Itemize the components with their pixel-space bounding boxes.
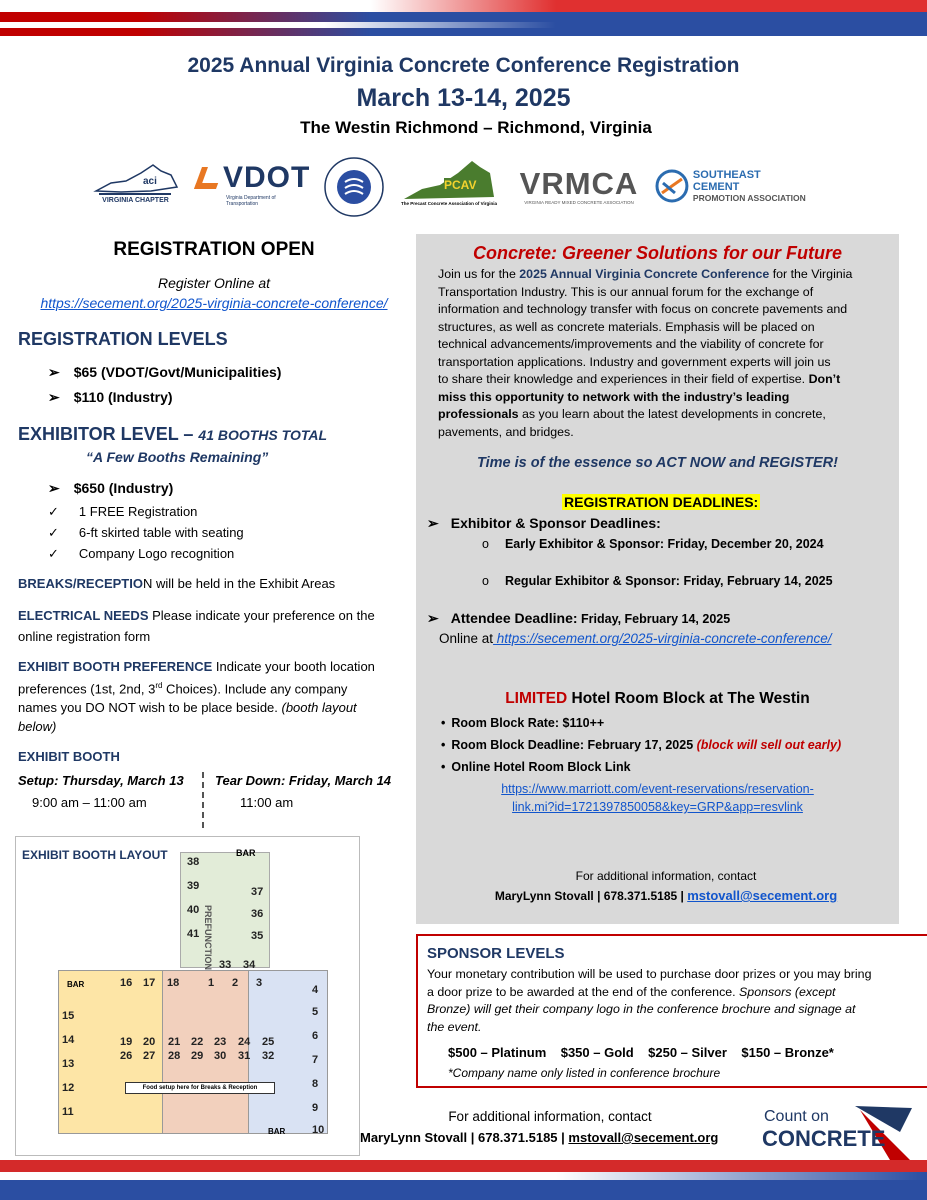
booth-35: 35 (251, 930, 264, 942)
schedule-divider (202, 772, 204, 828)
panel-contact-intro: For additional information, contact (575, 869, 757, 883)
vdot-text: VDOT (223, 161, 311, 194)
registration-link[interactable]: https://secement.org/2025-virginia-concrete-conference/ (40, 295, 388, 311)
arrow-bullet-icon: ➢ (48, 364, 60, 380)
booth-6: 6 (312, 1030, 319, 1042)
concrete-text: CONCRETE (762, 1126, 886, 1151)
few-booths: “A Few Booths Remaining” (86, 449, 269, 465)
circle-bullet-icon: o (482, 537, 489, 551)
top-red-band (0, 0, 927, 12)
vdot-logo (198, 161, 311, 207)
booth-17: 17 (143, 977, 156, 989)
benefit-3: ✓ Company Logo recognition (48, 546, 235, 561)
arrow-bullet-icon: ➢ (48, 389, 60, 405)
arrow-bullet-icon: ➢ (48, 480, 60, 496)
teardown-time: 11:00 am (240, 795, 294, 810)
booth-30: 30 (214, 1050, 227, 1062)
arrow-bullet-icon: ➢ (427, 515, 439, 531)
attendee-deadline: ➢ Attendee Deadline: Friday, February 14, 2025 (427, 610, 731, 626)
booth-37: 37 (251, 886, 264, 898)
check-icon: ✓ (48, 504, 59, 519)
booth-11: 11 (62, 1106, 74, 1118)
booth-16: 16 (120, 977, 133, 989)
booth-27: 27 (143, 1050, 156, 1062)
pcav-sub: The Precast Concrete Association of Virginia (400, 200, 498, 206)
aci-virginia-logo (88, 158, 183, 206)
booth-8: 8 (312, 1078, 319, 1090)
vdot-sub: Virginia Department of Transportation (226, 195, 276, 207)
secpa-line1: SOUTHEAST CEMENT (692, 169, 761, 193)
exhibit-booth-title: EXHIBIT BOOTH (18, 749, 120, 764)
booth-preference-info: EXHIBIT BOOTH PREFERENCE Indicate your booth location preferences (1st, 2nd, 3rd Choices). Include any company names you DO NOT wish to be place beside. (booth layout below) (18, 659, 375, 735)
attendee-online: Online at https://secement.org/2025-virginia-concrete-conference/ (439, 631, 832, 646)
booth-layout-title: EXHIBIT BOOTH LAYOUT (22, 848, 168, 862)
booth-9: 9 (312, 1102, 319, 1114)
secpa-line2: PROMOTION ASSOCIATION (692, 193, 806, 203)
breaks-info: BREAKS/RECEPTION will be held in the Exhibit Areas (18, 576, 336, 591)
booths-total: 41 BOOTHS TOTAL (198, 427, 328, 443)
booth-13: 13 (62, 1058, 75, 1070)
booth-33: 33 (219, 959, 232, 971)
footer-contact-email[interactable]: mstovall@secement.org (568, 1130, 719, 1145)
dot-bullet-icon: • (441, 738, 446, 752)
sponsor-text: Your monetary contribution will be used to purchase door prizes or you may bring a door prize to be awarded at the end of the conference. Sponsors (except Bronze) will get their company logo in the conference brochure and signage at the event. (427, 967, 872, 1034)
deadlines-title: REGISTRATION DEADLINES: (564, 494, 759, 510)
setup-label: Setup: Thursday, March 13 (18, 773, 184, 788)
booth-21: 21 (168, 1036, 181, 1048)
panel-contact-email[interactable]: mstovall@secement.org (687, 888, 838, 903)
circle-bullet-icon: o (482, 574, 489, 588)
pcav-text: PCAV (444, 178, 477, 192)
vdot-swoosh-icon (194, 167, 224, 189)
hotel-link[interactable]: https://www.marriott.com/event-reservations/reservation- link.mi?id=1721397850058&key=GRP&app=resvlink (501, 782, 814, 814)
booth-32: 32 (262, 1050, 275, 1062)
booth-7: 7 (312, 1054, 319, 1066)
booth-5: 5 (312, 1006, 319, 1018)
food-setup-box: Food setup here for Breaks & Reception (125, 1082, 275, 1094)
booth-39: 39 (187, 880, 200, 892)
booth-36: 36 (251, 908, 264, 920)
page-title: 2025 Annual Virginia Concrete Conference Registration (187, 54, 740, 77)
count-on-text: Count on (764, 1108, 829, 1125)
bottom-red-band (0, 1160, 927, 1172)
hotel-deadline: • Room Block Deadline: February 17, 2025 (block will sell out early) (441, 738, 842, 752)
attendee-link[interactable]: https://secement.org/2025-virginia-concrete-conference/ (493, 631, 832, 646)
vrmca-text: VRMCA (519, 165, 639, 201)
early-deadline: o Early Exhibitor & Sponsor: Friday, December 20, 2024 (482, 537, 824, 551)
booth-28: 28 (168, 1050, 181, 1062)
benefit-1: ✓ 1 FREE Registration (48, 504, 198, 519)
booth-2: 2 (232, 977, 239, 989)
aci-text: aci (143, 176, 157, 187)
bar-label-bottom: BAR (268, 1127, 286, 1136)
sponsor-title: SPONSOR LEVELS (427, 945, 565, 962)
booth-34: 34 (243, 959, 256, 971)
panel-contact: MaryLynn Stovall | 678.371.5185 | mstovall@secement.org (494, 888, 838, 903)
registration-levels-title: REGISTRATION LEVELS (18, 329, 228, 349)
booth-19: 19 (120, 1036, 133, 1048)
exhibitor-price: ➢ $650 (Industry) (48, 480, 174, 496)
act-now: Time is of the essence so ACT NOW and REGISTER! (477, 455, 838, 471)
hotel-title: LIMITED Hotel Room Block at The Westin (505, 690, 810, 707)
teardown-label: Tear Down: Friday, March 14 (215, 773, 392, 788)
aci-sub: VIRGINIA CHAPTER (102, 196, 169, 204)
booth-41: 41 (187, 928, 200, 940)
booth-26: 26 (120, 1050, 133, 1062)
pcav-logo (398, 156, 500, 208)
booth-23: 23 (214, 1036, 227, 1048)
booth-31: 31 (238, 1050, 251, 1062)
usdot-seal (323, 156, 385, 218)
event-dates: March 13-14, 2025 (356, 84, 571, 112)
sponsor-note: *Company name only listed in conference brochure (448, 1066, 721, 1080)
arrow-bullet-icon: ➢ (427, 610, 439, 626)
regular-deadline: o Regular Exhibitor & Sponsor: Friday, February 14, 2025 (482, 574, 833, 588)
exhibitor-level-title: EXHIBITOR LEVEL – 41 BOOTHS TOTAL (18, 424, 328, 444)
setup-time: 9:00 am – 11:00 am (32, 795, 147, 810)
booth-15: 15 (62, 1010, 75, 1022)
prefunction-label: PREFUNCTION (203, 905, 213, 970)
registration-open: REGISTRATION OPEN (113, 239, 315, 260)
vrmca-logo (515, 166, 643, 206)
booth-12: 12 (62, 1082, 75, 1094)
bar-label-top: BAR (236, 848, 256, 858)
booth-22: 22 (191, 1036, 204, 1048)
booth-20: 20 (143, 1036, 156, 1048)
venue: The Westin Richmond – Richmond, Virginia (300, 118, 652, 137)
top-white-gap (0, 22, 927, 28)
electrical-info: ELECTRICAL NEEDS Please indicate your preference on the online registration form (18, 608, 375, 644)
level-2: ➢ $110 (Industry) (48, 389, 173, 405)
footer-contact-intro: For additional information, contact (448, 1109, 652, 1124)
secpa-icon (655, 169, 689, 203)
headline: Concrete: Greener Solutions for our Future (472, 243, 843, 263)
bar-label-left: BAR (67, 980, 85, 989)
booth-1: 1 (208, 977, 215, 989)
benefit-2: ✓ 6-ft skirted table with seating (48, 525, 244, 540)
intro-paragraph: Join us for the 2025 Annual Virginia Concrete Conference for the Virginia Transportation Industry. This is our annual forum for the exchange of information and technology transfer with focus on concrete pavements and structures, as well as concrete materials. Emphasis will be placed on technical advancements/improvements and the viability of concrete for transportation applications. Industry and government experts will join us to share their knowledge and experiences in their field of expertise. Don’t miss this opportunity to network with the industry’s leading professionals as you learn about the latest developments in concrete, pavements, and bridges. (438, 267, 853, 439)
booth-14: 14 (62, 1034, 75, 1046)
booth-29: 29 (191, 1050, 204, 1062)
bottom-white-band (0, 1172, 927, 1180)
sponsor-levels: $500 – Platinum $350 – Gold $250 – Silver $150 – Bronze* (448, 1045, 834, 1060)
booth-25: 25 (262, 1036, 275, 1048)
hotel-rate: • Room Block Rate: $110++ (441, 716, 605, 730)
booth-18: 18 (167, 977, 180, 989)
seal-text (354, 187, 355, 188)
booth-10: 10 (312, 1124, 325, 1136)
vrmca-sub: VIRGINIA READY MIXED CONCRETE ASSOCIATION (524, 199, 634, 205)
secpa-logo (655, 166, 810, 206)
dot-bullet-icon: • (441, 716, 446, 730)
virginia-map-icon (91, 161, 181, 197)
booth-4: 4 (312, 984, 319, 996)
count-on-concrete-logo (760, 1104, 915, 1160)
register-online-label: Register Online at (157, 275, 271, 291)
booth-3: 3 (256, 977, 263, 989)
bottom-navy-band (0, 1180, 927, 1200)
check-icon: ✓ (48, 525, 59, 540)
exhibitor-deadline: ➢ Exhibitor & Sponsor Deadlines: (427, 515, 661, 531)
footer-contact: MaryLynn Stovall | 678.371.5185 | mstovall@secement.org (360, 1130, 719, 1145)
booth-38: 38 (187, 856, 200, 868)
booth-24: 24 (238, 1036, 251, 1048)
hotel-link-label: • Online Hotel Room Block Link (441, 760, 631, 774)
level-1: ➢ $65 (VDOT/Govt/Municipalities) (48, 364, 282, 380)
check-icon: ✓ (48, 546, 59, 561)
dot-bullet-icon: • (441, 760, 446, 774)
booth-40: 40 (187, 904, 200, 916)
